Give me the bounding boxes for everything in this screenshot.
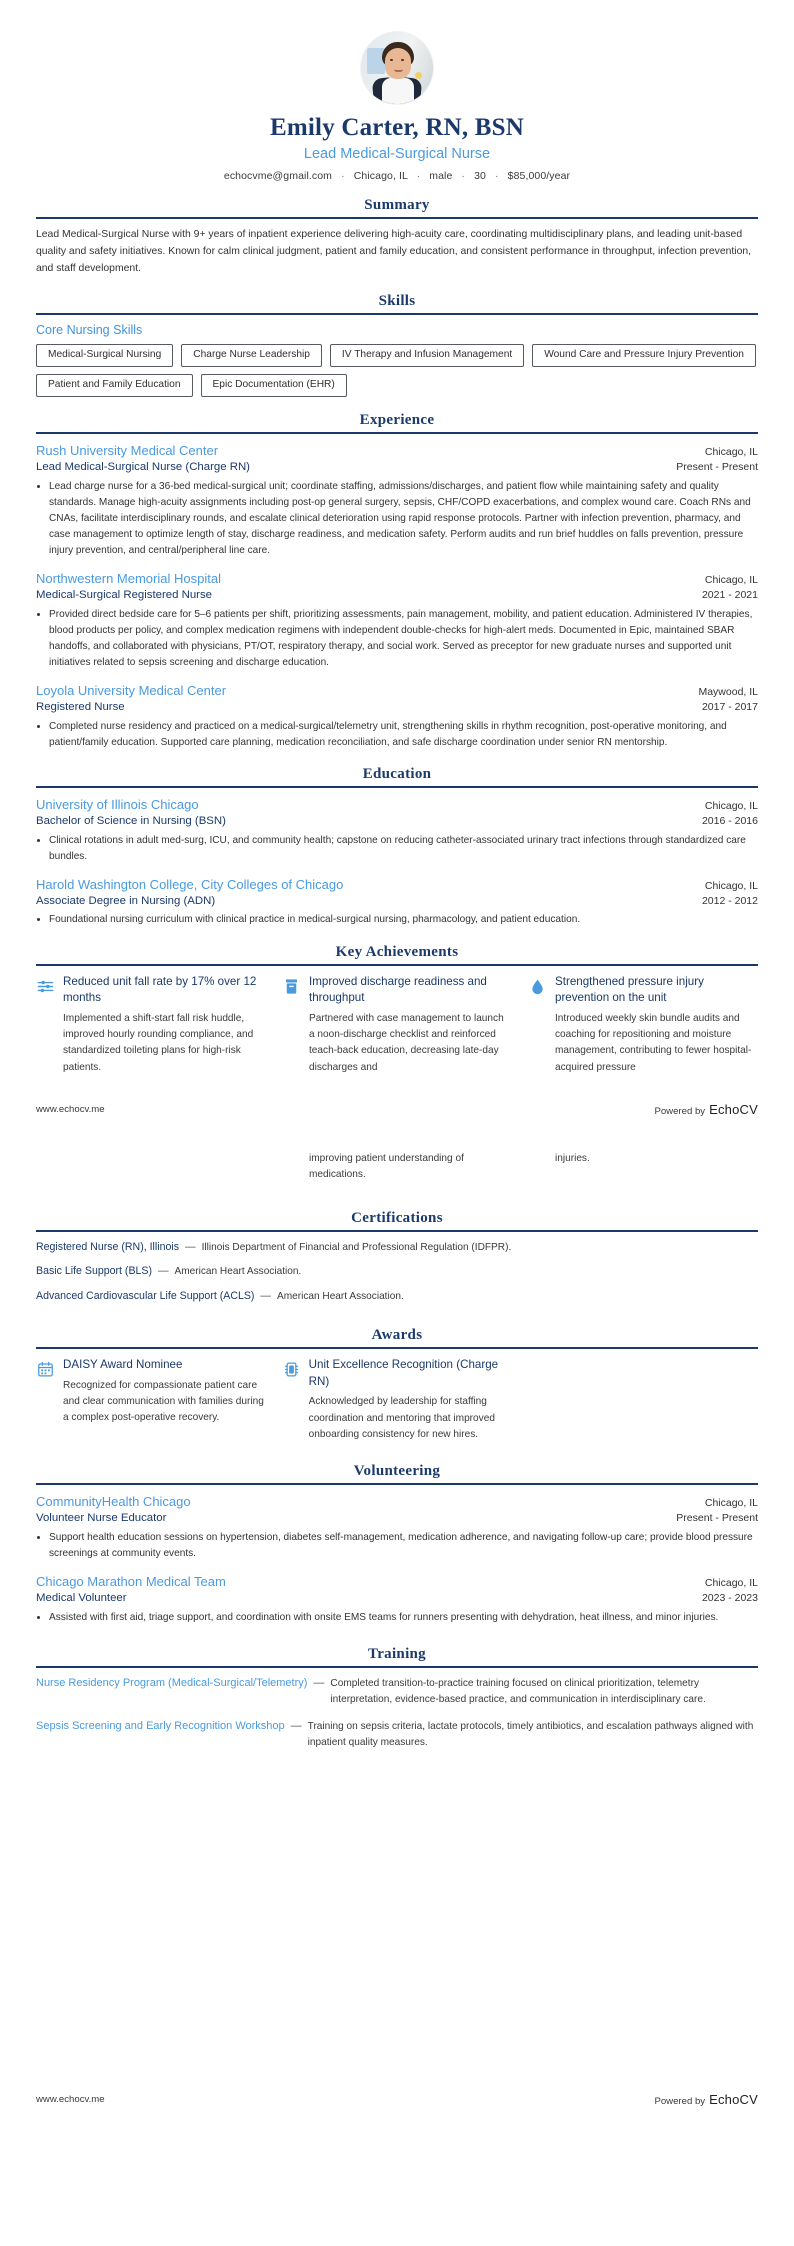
volunteering-entry	[36, 1573, 758, 1626]
award-text: Recognized for compassionate patient care and clear communication with families during a complex post-operative recovery.	[63, 1379, 264, 1424]
avatar-eye-left	[390, 59, 393, 61]
achievement-title: Improved discharge readiness and throughput	[309, 974, 487, 1005]
training-dash: —	[313, 1676, 325, 1689]
page-footer	[0, 1102, 794, 1117]
contact-line	[36, 170, 758, 182]
entry-subheader-row	[36, 1511, 758, 1527]
contact-separator: ·	[461, 170, 466, 183]
job-role: Registered Nurse	[36, 700, 125, 713]
achievement-text-continued: injuries.	[555, 1152, 590, 1164]
certification-dash: —	[157, 1265, 169, 1278]
award-card-placeholder	[527, 1357, 757, 1443]
volunteer-role: Volunteer Nurse Educator	[36, 1511, 167, 1524]
section-title-experience: Experience	[359, 412, 435, 429]
footer-website[interactable]: www.echocv.me	[36, 1103, 105, 1115]
certification-name: Basic Life Support (BLS)	[36, 1265, 152, 1278]
section-divider	[36, 313, 758, 315]
brand-name: EchoCV	[709, 2092, 758, 2108]
entry-bullet-list	[36, 833, 758, 865]
achievement-overflow-col	[282, 1151, 512, 1184]
achievement-text: Partnered with case management to launch a noon-discharge checklist and reinforced teach-back education, decreasing late-day discharges and	[309, 1012, 504, 1073]
footer-powered-by	[654, 2092, 758, 2107]
contact-separator: ·	[416, 170, 421, 183]
skill-chip: Charge Nurse Leadership	[181, 344, 322, 367]
powered-by-label: Powered by	[654, 2096, 706, 2108]
achievement-overflow-row	[36, 1151, 758, 1184]
entry-bullet-list	[36, 912, 758, 928]
achievement-card	[282, 974, 512, 1076]
entry-bullet: • Support health education sessions on hypertension, diabetes self-management, medication adherence, and navigating follow-up care; provide blood pressure screenings at community events.	[49, 1530, 758, 1562]
training-row	[36, 1676, 758, 1708]
entry-subheader-row	[36, 1591, 758, 1607]
experience-entry	[36, 570, 758, 671]
achievement-body	[63, 974, 266, 1076]
page-footer	[0, 2092, 794, 2125]
contact-location: Chicago, IL	[353, 170, 408, 183]
training-name: Sepsis Screening and Early Recognition Workshop	[36, 1719, 285, 1732]
certification-row	[36, 1289, 758, 1305]
calendar-icon	[36, 1360, 55, 1379]
entry-bullet: • Lead charge nurse for a 36-bed medical-surgical unit; coordinate staffing, admissions/discharges, and patient flow while maintaining safety and quality standards. Manage high-acuity assignments including post-op general surgery, sepsis, CHF/COPD exacerbations, and complex wound care. Coach RNs and CNAs, facilitate interdisciplinary rounds, and escalate clinical deterioration using rapid response protocols. Partner with infection prevention, pharmacy, and case management to optimize length of stay, discharge readiness, and medication safety. Perform audits and run brief huddles on falls prevention, pressure injury prevention, and central/peripheral line care.	[49, 479, 758, 560]
section-divider	[36, 786, 758, 788]
achievement-card-list	[36, 974, 758, 1076]
achievement-title: Strengthened pressure injury prevention on the unit	[555, 974, 704, 1005]
certification-issuer: Illinois Department of Financial and Professional Regulation (IDFPR).	[201, 1241, 512, 1253]
contact-age: 30	[474, 170, 486, 183]
section-education	[36, 766, 758, 928]
certification-issuer: American Heart Association.	[174, 1266, 302, 1278]
contact-email[interactable]: echocvme@gmail.com	[223, 170, 333, 183]
section-awards	[36, 1327, 758, 1443]
section-divider	[36, 1666, 758, 1668]
certification-name: Registered Nurse (RN), Illinois	[36, 1240, 180, 1253]
entry-dates: 2023 - 2023	[701, 1591, 758, 1604]
training-name: Nurse Residency Program (Medical-Surgical/Telemetry)	[36, 1676, 308, 1689]
entry-bullet-list	[36, 607, 758, 672]
school-name: University of Illinois Chicago	[36, 797, 199, 813]
entry-bullet-list	[36, 479, 758, 560]
contact-salary: $85,000/year	[507, 170, 571, 183]
skill-chip: Epic Documentation (EHR)	[201, 374, 347, 397]
organization-name: Chicago Marathon Medical Team	[36, 1574, 226, 1589]
entry-bullet-list	[36, 1530, 758, 1562]
entry-dates: 2021 - 2021	[701, 588, 758, 601]
job-role: Lead Medical-Surgical Nurse (Charge RN)	[36, 460, 250, 473]
experience-entry	[36, 682, 758, 751]
section-divider	[36, 1347, 758, 1349]
section-title-volunteering: Volunteering	[353, 1463, 441, 1480]
entry-bullet-list	[36, 1610, 758, 1626]
entry-header-row	[36, 1573, 758, 1591]
section-title-skills: Skills	[378, 292, 416, 309]
entry-location: Chicago, IL	[704, 1497, 758, 1510]
achievement-title: Reduced unit fall rate by 17% over 12 months	[63, 974, 257, 1005]
achievement-card	[36, 974, 266, 1076]
entry-subheader-row	[36, 814, 758, 830]
achievement-body	[555, 974, 758, 1076]
avatar-eye-right	[401, 59, 404, 61]
training-dash: —	[290, 1719, 302, 1732]
skill-chip: Medical-Surgical Nursing	[36, 344, 173, 367]
certification-dash: —	[185, 1240, 196, 1253]
entry-bullet: • Foundational nursing curriculum with clinical practice in medical-surgical nursing, pharmacology, and patient education.	[49, 912, 758, 928]
section-divider	[36, 964, 758, 966]
entry-dates: 2016 - 2016	[701, 814, 758, 827]
entry-bullet: • Provided direct bedside care for 5–6 patients per shift, prioritizing assessments, pain management, mobility, and patient education. Administered IV therapies, blood products per policy, and complex medication regimens with independent double-checks for high-alert meds. Documented in Epic, maintained SBAR handoffs, and collaborated with physicians, PT/OT, respiratory therapy, and social work. Served as preceptor for new graduate nurses and supported unit initiatives related to sepsis screening and discharge education.	[49, 607, 758, 672]
achievement-overflow-col	[36, 1151, 266, 1184]
entry-dates: 2017 - 2017	[701, 700, 758, 713]
page-whitespace	[36, 1762, 758, 2092]
footer-website[interactable]: www.echocv.me	[36, 2094, 105, 2106]
entry-location: Chicago, IL	[704, 800, 758, 813]
entry-bullet-list	[36, 719, 758, 751]
droplet-icon	[528, 977, 547, 996]
section-certifications	[36, 1210, 758, 1306]
education-entry	[36, 796, 758, 865]
summary-text: Lead Medical-Surgical Nurse with 9+ years of inpatient experience delivering high-acuity care, coordinating multidisciplinary plans, and leading unit-based quality and safety initiatives. Known for calm clinical judgment, patient and family education, and consistent performance in throughput, infection prevention, and staff development.	[36, 229, 752, 274]
section-divider	[36, 1230, 758, 1232]
school-name: Harold Washington College, City Colleges of Chicago	[36, 876, 344, 892]
entry-location: Maywood, IL	[698, 686, 758, 699]
award-body	[63, 1357, 266, 1443]
avatar-background-light	[415, 72, 422, 79]
section-divider	[36, 1483, 758, 1485]
skill-chip: IV Therapy and Infusion Management	[330, 344, 524, 367]
powered-by-label: Powered by	[654, 1105, 706, 1117]
entry-dates: Present - Present	[676, 460, 758, 473]
section-training	[36, 1646, 758, 1752]
organization-name: CommunityHealth Chicago	[36, 1494, 191, 1510]
resume-sheet-page-2	[0, 1117, 794, 2092]
contact-separator: ·	[494, 170, 499, 183]
organization-name: Northwestern Memorial Hospital	[36, 571, 221, 587]
award-text: Acknowledged by leadership for staffing coordination and mentoring that improved onboarding consistency for new hires.	[308, 1396, 495, 1440]
entry-bullet: • Completed nurse residency and practiced on a medical-surgical/telemetry unit, strengthening skills in rhythm recognition, post-operative monitoring, and patient/family education. Supported care planning, medication reconciliation, and safe discharge coordination under senior RN mentorship.	[49, 719, 758, 751]
training-row	[36, 1719, 758, 1751]
section-title-awards: Awards	[371, 1327, 423, 1344]
volunteer-role: Medical Volunteer	[36, 1591, 127, 1604]
entry-subheader-row	[36, 588, 758, 604]
organization-name: Loyola University Medical Center	[36, 683, 227, 699]
section-key-achievements	[36, 944, 758, 1076]
entry-subheader-row	[36, 894, 758, 910]
training-description: Completed transition-to-practice training focused on clinical prioritization, telemetry interpretation, evidence-based practice, and communication in interdisciplinary care.	[330, 1677, 706, 1705]
education-entry	[36, 876, 758, 929]
skill-chip-list	[36, 344, 758, 397]
section-divider	[36, 432, 758, 434]
degree-name: Associate Degree in Nursing (ADN)	[36, 894, 216, 907]
organization-name: Rush University Medical Center	[36, 443, 219, 459]
award-title: DAISY Award Nominee	[63, 1358, 183, 1372]
entry-location: Chicago, IL	[704, 446, 758, 459]
entry-header-row	[36, 876, 758, 894]
archive-box-icon	[282, 977, 301, 996]
entry-subheader-row	[36, 700, 758, 716]
certification-row	[36, 1264, 758, 1280]
award-title: Unit Excellence Recognition (Charge RN)	[308, 1358, 499, 1388]
degree-name: Bachelor of Science in Nursing (BSN)	[36, 814, 226, 827]
skill-chip: Patient and Family Education	[36, 374, 193, 397]
skill-chip: Wound Care and Pressure Injury Prevention	[532, 344, 756, 367]
section-title-training: Training	[368, 1645, 426, 1662]
footer-powered-by	[654, 1102, 758, 1117]
section-skills	[36, 293, 758, 397]
achievement-overflow-col	[528, 1151, 758, 1184]
resume-header	[36, 28, 758, 182]
achievement-text: Introduced weekly skin bundle audits and coaching for repositioning and moisture management, contributing to fewer hospital-acquired pressure	[555, 1012, 752, 1073]
section-title-summary: Summary	[364, 197, 430, 214]
entry-location: Chicago, IL	[704, 1577, 758, 1589]
section-title-key-achievements: Key Achievements	[335, 943, 459, 960]
section-volunteering	[36, 1463, 758, 1625]
certification-dash: —	[260, 1290, 272, 1303]
entry-header-row	[36, 1493, 758, 1511]
section-divider	[36, 217, 758, 219]
entry-header-row	[36, 796, 758, 814]
entry-header-row	[36, 682, 758, 700]
entry-dates: Present - Present	[676, 1511, 758, 1524]
page-title: Emily Carter, RN, BSN	[270, 114, 524, 141]
skill-group-name: Core Nursing Skills	[36, 322, 143, 337]
job-role: Medical-Surgical Registered Nurse	[36, 588, 212, 601]
achievement-card	[528, 974, 758, 1076]
award-card	[282, 1357, 512, 1443]
achievement-text: Implemented a shift-start fall risk huddle, improved hourly rounding compliance, and standardized toileting plans for high-risk patients.	[63, 1012, 254, 1073]
achievement-body	[309, 974, 512, 1076]
certification-row	[36, 1240, 758, 1256]
avatar-shirt	[382, 78, 414, 104]
entry-bullet: • Clinical rotations in adult med-surg, ICU, and community health; capstone on reducing catheter-associated urinary tract infections through standardized care bundles.	[49, 833, 758, 865]
award-card-list	[36, 1357, 758, 1443]
award-card	[36, 1357, 266, 1443]
resume-sheet-page-1	[0, 0, 794, 1076]
avatar-face	[385, 48, 411, 79]
award-body	[309, 1357, 512, 1443]
chip-icon	[282, 1360, 301, 1379]
entry-dates: 2012 - 2012	[701, 894, 758, 907]
section-title-certifications: Certifications	[351, 1209, 443, 1226]
experience-entry	[36, 442, 758, 559]
sliders-icon	[36, 977, 55, 996]
certification-name: Advanced Cardiovascular Life Support (ACLS)	[36, 1290, 255, 1303]
avatar	[361, 32, 433, 104]
contact-separator: ·	[341, 170, 345, 183]
entry-subheader-row	[36, 460, 758, 476]
certification-issuer: American Heart Association.	[276, 1291, 404, 1303]
volunteering-entry	[36, 1493, 758, 1562]
achievement-text-continued: improving patient understanding of medications.	[309, 1152, 464, 1181]
training-description: Training on sepsis criteria, lactate protocols, timely antibiotics, and escalation pathways aligned with inpatient quality measures.	[307, 1720, 754, 1749]
entry-bullet: • Assisted with first aid, triage support, and coordination with onsite EMS teams for runners presenting with dehydration, heat illness, and minor injuries.	[49, 1610, 758, 1626]
section-experience	[36, 412, 758, 751]
entry-location: Chicago, IL	[704, 879, 758, 892]
entry-header-row	[36, 442, 758, 460]
entry-header-row	[36, 570, 758, 588]
job-title: Lead Medical-Surgical Nurse	[303, 145, 491, 162]
contact-gender: male	[429, 170, 453, 183]
brand-name: EchoCV	[709, 1101, 758, 1117]
section-title-education: Education	[362, 766, 432, 783]
section-summary	[36, 197, 758, 278]
entry-location: Chicago, IL	[704, 574, 758, 587]
